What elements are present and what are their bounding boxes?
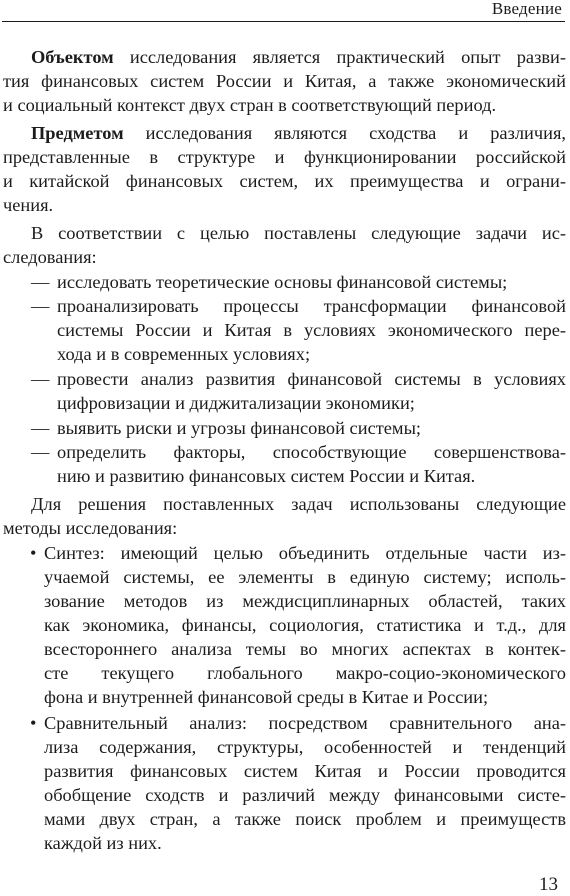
paragraph-object-line bbox=[31, 48, 566, 66]
methods-intro-line: методы исследования: bbox=[3, 518, 178, 538]
paragraph-tasks-intro-line: следования: bbox=[3, 247, 97, 267]
object-term: Объектом bbox=[31, 47, 114, 67]
subject-term: Предметом bbox=[31, 123, 124, 143]
object-text: исследования является практический опыт разви- bbox=[113, 47, 566, 67]
task-item-line: проанализировать процессы трансформации финансовой bbox=[57, 296, 566, 316]
paragraph-object-line: и социальный контекст двух стран в соответствующий период. bbox=[3, 95, 497, 115]
method-item-line: мами двух стран, а также поиск проблем и преимуществ bbox=[44, 809, 566, 829]
task-item-line: выявить риски и угрозы финансовой системы; bbox=[57, 418, 422, 438]
method-item-line: Синтез: имеющий целью объединить отдельные части из- bbox=[44, 543, 566, 563]
method-item-line: зование методов из междисциплинарных областей, таких bbox=[44, 591, 566, 611]
task-item-line: определить факторы, способствующие совершенствова- bbox=[57, 442, 566, 462]
paragraph-subject-line: представленные в структуре и функционировании российской bbox=[3, 147, 566, 167]
method-item-line: обобщение сходств и различий между финансовыми систе- bbox=[44, 785, 566, 805]
method-item-line: развития финансовых систем Китая и России проводится bbox=[44, 761, 566, 781]
dash-marker: — bbox=[31, 272, 50, 292]
method-item-line: сте текущего глобального макро-социо-экономического bbox=[44, 663, 566, 683]
task-item-line: хода и в современных условиях; bbox=[57, 344, 311, 364]
subject-text: исследования являются сходства и различия, bbox=[123, 123, 566, 143]
method-item-line: лиза содержания, структуры, особенностей и тенденций bbox=[44, 737, 566, 757]
method-item-line: каждой из них. bbox=[44, 833, 162, 853]
paragraph-subject-line: и китайской финансовых систем, их преимущества и ограни- bbox=[3, 171, 566, 191]
dash-marker: — bbox=[31, 418, 50, 438]
methods-intro-line: Для решения поставленных задач использованы следующие bbox=[31, 494, 566, 514]
method-item-line: Сравнительный анализ: посредством сравнительного ана- bbox=[44, 713, 566, 733]
paragraph-subject-line: чения. bbox=[3, 195, 54, 215]
method-item-line: фона и внутренней финансовой среды в Китае и России; bbox=[44, 687, 489, 707]
method-item-line: учаемой системы, ее элементы в единую систему; исполь- bbox=[44, 567, 566, 587]
dash-marker: — bbox=[31, 369, 50, 389]
dash-marker: — bbox=[31, 296, 50, 316]
task-item-line: нию и развитию финансовых систем России и Китая. bbox=[57, 466, 476, 486]
method-item-line: всестороннего анализа темы во многих аспектах в контек- bbox=[44, 639, 566, 659]
bullet-marker: • bbox=[30, 713, 37, 733]
running-title: Введение bbox=[491, 0, 562, 18]
method-item-line: как экономика, финансы, социология, статистика и т.д., для bbox=[44, 615, 566, 635]
paragraph-tasks-intro-line: В соответствии с целью поставлены следующие задачи ис- bbox=[31, 223, 566, 243]
task-item-line: провести анализ развития финансовой системы в условиях bbox=[57, 369, 566, 389]
paragraph-object-line: тия финансовых систем России и Китая, а также экономический bbox=[3, 71, 566, 91]
dash-marker: — bbox=[31, 442, 50, 462]
task-item-line: исследовать теоретические основы финансовой системы; bbox=[57, 272, 508, 292]
paragraph-subject-line bbox=[31, 124, 566, 142]
page-number: 13 bbox=[539, 874, 558, 895]
task-item-line: цифровизации и диджитализации экономики; bbox=[57, 393, 415, 413]
bullet-marker: • bbox=[30, 543, 37, 563]
task-item-line: системы России и Китая в условиях экономического пере- bbox=[57, 320, 566, 340]
